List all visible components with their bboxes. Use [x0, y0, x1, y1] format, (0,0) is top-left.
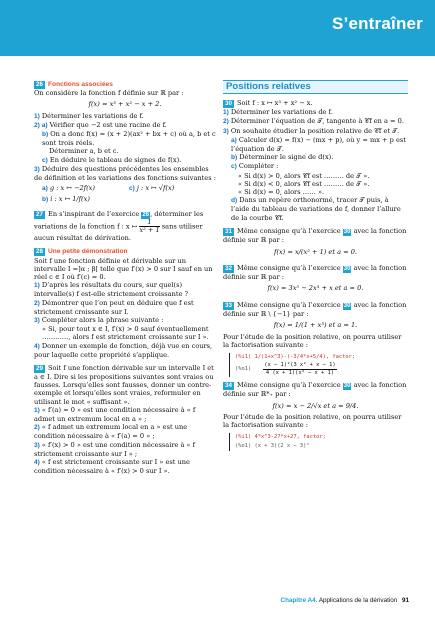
exercise-number: 27 — [36, 210, 44, 218]
question-text: Déterminer les variations de f. — [41, 111, 144, 120]
exercise-number: 32 — [225, 264, 233, 272]
exercise-32: 32 Même consigne qu’à l’exercice 30 avec la fonction définie sur ℝ par : f(x) = 3x⁵ − 2x³ + x et a = 0. — [223, 263, 407, 293]
sub-question: j : x ↦ √f(x) — [136, 184, 175, 193]
fraction: $\frac{1}{\text{x² + 1}}$ — [139, 218, 160, 235]
exercise-reference: 30 — [343, 228, 351, 235]
exercise-title: Fonctions associées — [48, 81, 113, 88]
exercise-26: 26 Fonctions associées On considère la fonction f définie sur ℝ par : f(x) = x³ + x² − x + 2. 1) Déterminer les variations de f. 2) a) Vérifier que −2 est une racine de f. b) On a donc f(x) = (x + 2)(ax² + bx + c) où a, b et c sont trois réels. Déterminer a, b et c. c) En déduire le tableau de signes de f(x). 3) Déduire des questions précédentes les ensembles de définition et les variations des fonctions suivantes : a) g : x ↦ −2f(x) c) j : x ↦ √f(x) b) i : x ↦ 1/f(x) — [34, 81, 216, 204]
sub-question: i : x ↦ 1/f(x) — [50, 195, 90, 204]
exercise-28: 28 Une petite démonstration Soit f une fonction définie et dérivable sur un intervalle I =]α ; β[ telle que f′(x) > 0 sur I sauf en un réel c ∈ I où f′(c) = 0. 1) D’après les résultats du cours, sur quel(s) intervalle(s) f est-elle strictement croissante ? 2) Démontrer que l’on peut en déduire que f est strictement croissante sur I. 3) Compléter alors la phrase suivante : « Si, pour tout x ∈ I, f′(x) > 0 sauf éventuellement …………, alors f est strictement croissante sur I ». 4) Donner un exemple de fonction, déjà vue en cours, pour laquelle cette propriété s’applique. — [34, 247, 216, 359]
exercise-31: 31 Même consigne qu’à l’exercice 30 avec la fonction définie sur ℝ par : f(x) = x/(x² + 1) et a = 0. — [223, 226, 407, 256]
left-column — [34, 80, 216, 475]
exercise-30: 30 Soit f : x ↦ x³ + x² − x. 1) Déterminer les variations de f. 2) Déterminer l’équation de 𝒯, tangente à 𝒞f en a = 0. 3) On souhaite étudier la position relative de 𝒞f et 𝒯. a) Calculer d(x) = f(x) − (mx + p), où y = mx + p est l’équation de 𝒯. b) Déterminer le signe de d(x). c) Compléter : « Si d(x) > 0, alors 𝒞f est ……… de 𝒯 ». « Si d(x) < 0, alors 𝒞f est ……… de 𝒯 ». « Si d(x) = 0, alors …… ». d) Dans un repère orthonormé, tracer 𝒯 puis, à l’aide du tableau de variations de f, donner l’allure de la courbe 𝒞f. — [223, 99, 406, 222]
exercise-number: 30 — [225, 100, 233, 108]
cas-result: (%o1) (x + 3)(2 x − 3)² — [235, 443, 310, 450]
formula: f(x) = x³ + x² − x + 2. — [88, 100, 162, 109]
exercise-reference: 30 — [343, 302, 351, 309]
exercise-number: 33 — [225, 301, 233, 309]
exercise-intro: On considère la fonction f définie sur ℝ par : — [34, 89, 184, 98]
page-number: 91 — [401, 597, 409, 604]
right-column — [223, 80, 408, 455]
header-banner — [0, 0, 435, 56]
formula: f(x) = 3x⁵ − 2x³ + x et a = 0. — [267, 284, 364, 293]
question-text: Déterminer a, b et c. — [49, 147, 119, 156]
cas-result: $\frac{\text{(x − 1)²(3 x² + x − 1)}}{\text{4 (x + 1)(x² − x + 1)}}$ — [264, 361, 336, 376]
cas-output: (%i1) 1/(1+x^3)-(-3/4*x+5/4), factor; (%o1) $\frac{\text{(x − 1)²(3 x² + x − 1)}}{\text{4 (x + 1)(x² − x + 1)}}$ — [229, 353, 408, 377]
chapter-title: Applications de la dérivation — [318, 597, 398, 604]
exercise-number: 28 — [36, 248, 44, 256]
chapter-label: Chapitre A4. — [280, 597, 318, 604]
exercise-intro: Soit f une fonction définie et dérivable sur un intervalle I =]α ; β[ telle que f′(x) > 0 sur I sauf en un réel c ∈ I où f′(c) = 0. — [34, 256, 213, 281]
question-text: Déduire des questions précédentes les ensembles de définition et les variations des fonctions suivantes : — [34, 164, 216, 183]
formula: f(x) = x/(x² + 1) et a = 0. — [273, 247, 358, 256]
cas-input-line: (%i1) 4*x^3-27*x+27, factor; — [235, 434, 326, 441]
exercise-33: 33 Même consigne qu’à l’exercice 30 avec la fonction définie sur ℝ \ {−1} par : f(x) = 1/(1 + x³) et a = 1. Pour l’étude de la position relative, on pourra utiliser la factorisation suivante : (%i1) 1/(1+x^3)-(-3/4*x+5/4), factor; (%o1) $\frac{\text{(x − 1)²(3 x² + x − 1)}}{\text{4 (x + 1)(x² − x + 1)}}$ — [223, 300, 407, 376]
formula: f(x) = x − 2/√x et a = 9/4. — [272, 401, 359, 410]
question-text: En déduire le tableau de signes de f(x). — [49, 155, 182, 164]
section-title: Positions relatives — [223, 80, 408, 94]
sub-question: g : x ↦ −2f(x) — [49, 184, 95, 193]
exercise-number: 31 — [225, 227, 233, 235]
exercise-29: 29 Soit f une fonction dérivable sur un intervalle I et a ∈ I. Dire si les propositions suivantes sont vraies ou fausses. Lorsqu’elles sont fausses, donner un contre-exemple et lorsqu’elles sont vraies, reformuler en utilisant le mot « suffisant ». 1) « f′(a) = 0 » est une condition nécessaire à « f admet un extremum local en a » ; 2) « f admet un extremum local en a » est une condition nécessaire à « f′(a) = 0 » ; 3) « f′(x) > 0 » est une condition nécessaire à « f strictement croissante sur I » ; 4) « f est strictement croissante sur I » est une condition nécessaire à « f′(x) > 0 sur I ». — [34, 363, 214, 476]
exercise-reference: 30 — [343, 265, 351, 272]
exercise-27: 27 En s’inspirant de l’exercice 26, déterminer les variations de la fonction f : x ↦ $\frac{1}{\text{x² + 1}}$ sans utiliser aucun résultat de dérivation. — [34, 209, 204, 243]
exercise-title: Une petite démonstration — [48, 248, 128, 256]
exercise-34: 34 Même consigne qu’à l’exercice 30 avec la fonction définie sur ℝ*₊ par : f(x) = x − 2/√x et a = 9/4. Pour l’étude de la position relative, on pourra utiliser la factorisation suivante : (%i1) 4*x^3-27*x+27, factor; (%o1) (x + 3)(2 x − 3)² — [223, 380, 407, 450]
question-text: On a donc f(x) = (x + 2)(ax² + bx + c) où a, b et c sont trois réels. — [42, 130, 216, 148]
exercise-number: 26 — [36, 81, 44, 88]
cas-input-line: (%i1) 1/(1+x^3)-(-3/4*x+5/4), factor; — [235, 353, 356, 360]
exercise-number: 34 — [225, 381, 233, 389]
exercise-reference: 30 — [343, 382, 351, 389]
exercise-number: 29 — [36, 364, 44, 372]
page-title: S’entraîner — [331, 14, 423, 33]
exercise-reference: 26 — [142, 211, 150, 218]
question-text: Vérifier que −2 est une racine de f. — [49, 120, 167, 129]
cas-output — [229, 433, 408, 451]
formula: f(x) = 1/(1 + x³) et a = 1. — [273, 321, 358, 330]
page-footer — [281, 597, 409, 605]
